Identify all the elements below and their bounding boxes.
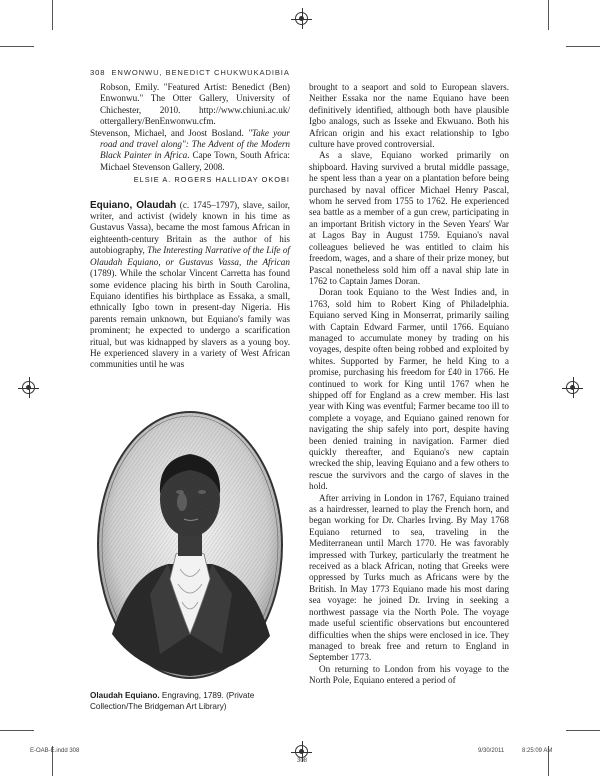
footer-time: 8:25:09 AM <box>522 748 553 754</box>
figure-caption <box>90 690 295 712</box>
registration-mark-bottom <box>295 745 308 758</box>
entry-headword: Equiano, Olaudah <box>90 199 177 211</box>
crop-mark-br-h <box>566 730 600 731</box>
footer-date: 9/30/2011 <box>478 748 505 754</box>
reference-stevenson-title: "Take your road and travel along": The Advent of the Modern Black Painter in Africa <box>100 127 290 161</box>
right-paragraph-5: On returning to London from his voyage to the North Pole, Equiano entered a period of <box>309 663 509 686</box>
registration-mark-left <box>22 381 35 394</box>
crop-mark-tl-v <box>52 0 53 30</box>
reference-stevenson <box>90 128 290 174</box>
crop-mark-tl-h <box>0 46 34 47</box>
right-paragraph-1: brought to a seaport and sold to European slavers. Neither Essaka nor the name Equiano have been definitively identified, although both have plausible Igbo analogs, such as Isseke and Ekwuano. Both his African origin and his exact relationship to Igbo culture have proved controversial. <box>309 82 509 150</box>
registration-mark-right <box>566 381 579 394</box>
footer-file: E-OAB-E.indd 308 <box>30 748 80 754</box>
footer-page-marker: 308 <box>297 758 308 764</box>
running-head-title: ENWONWU, BENEDICT CHUKWUKADIBIA <box>111 68 290 77</box>
entry-lead: (c. 1745–1797), slave, sailor, writer, and activist (widely known in his time as Gustavus Vassa), became the most famous African in eighteenth-century Britain as the author of his autobiography, <box>90 199 290 256</box>
reference-stevenson-publisher: . Cape Town, South Africa: Michael Stevenson Gallery, 2008. <box>100 150 290 172</box>
equiano-engraving <box>90 404 290 686</box>
entry-rest: (1789). While the scholar Vincent Carretta has found some evidence placing his birth in South Carolina, Equiano identifies his birthplace as Essaka, a small, ethnically Igbo town in present-day Nigeria. His parents remain unknown, but Equiano's family was prominent; he expected to undergo a scarification ritual, but was kidnapped by slavers as a young boy. He experienced slavery in a variety of West African communities until he was <box>90 268 290 370</box>
crop-mark-tr-h <box>566 46 600 47</box>
right-paragraph-3: Doran took Equiano to the West Indies and, in 1763, sold him to Robert King of Philadelphia. Equiano served King in Monserrat, primarily sailing with Captain Edward Farmer, until 1766. Equiano managed to accumulate money by trading on his voyages, despite often being robbed and exploited by whites. Supported by Farmer, he held King to a promise, purchasing his freedom for £40 in 1766. He continued to work for King until 1767 when he shipped off for England as a crew member. His last year with King was eventful; Farmer became too ill to complete a voyage, and Equiano gained renown for navigating the ship safely into port, despite having been denied training in navigation. Farmer died quickly thereafter, and Equiano's new captain wrecked the ship, leaving Equiano and a few others to rescue the survivors and the cargo of slaves in the hold. <box>309 287 509 492</box>
reference-robson: Robson, Emily. "Featured Artist: Benedict (Ben) Enwonwu." The Otter Gallery, University of Chichester, 2010. http://www.chiuni.ac.uk/ ottergallery/BenEnwonwu.cfm. <box>100 82 290 127</box>
crop-mark-tr-v <box>548 0 549 30</box>
left-column <box>90 82 290 371</box>
crop-mark-bl-h <box>0 730 34 731</box>
entry-book-title: The Interesting Narrative of the Life of Olaudah Equiano, or Gustavus Vassa, the African <box>90 245 290 267</box>
reference-stevenson-authors: Stevenson, Michael, and Joost Bosland. <box>90 127 249 138</box>
entry-paragraph <box>90 200 290 371</box>
caption-title: Olaudah Equiano. <box>90 691 160 700</box>
right-paragraph-4: After arriving in London in 1767, Equiano trained as a hairdresser, learned to play the French horn, and began working for Dr. Charles Irving. By May 1768 Equiano returned to sea, traveling in the Mediterranean until March 1770. He was favorably impressed with Turkey, particularly the treatment he received as a black African, noting that Greeks were oppressed by Turks much as Africans were by the British. In May 1773 Equiano made his most daring sea voyage: he joined Dr. Irving in seeking a northwest passage via the North Pole. The voyage made useful scientific observations but encountered difficulties when the ships were enclosed in ice. They managed to break free and return to England in September 1773. <box>309 492 509 663</box>
author-signature: ELSIE A. ROGERS HALLIDAY OKOBI <box>133 175 290 185</box>
caption-text: Engraving, 1789. (Private Collection/The Bridgeman Art Library) <box>90 691 255 711</box>
right-column <box>309 82 509 687</box>
running-header <box>90 68 290 77</box>
right-paragraph-2: As a slave, Equiano worked primarily on shipboard. Having survived a brutal middle passage, he spent less than a year on a plantation before being purchased by naval officer Michael Henry Pascal, whom he served from 1755 to 1762. He experienced sea battle as a member of a gun crew, participating in an important British victory in the Seven Years' War at Lagos Bay in August 1759. Equiano's naval colleagues believed he was entitled to claim his freedom, wages, and a share of their prize money, but Pascal nonetheless sold him off a naval ship late in 1762 to Captain James Doran. <box>309 150 509 286</box>
page-number: 308 <box>90 68 106 77</box>
registration-mark-top <box>295 12 308 25</box>
